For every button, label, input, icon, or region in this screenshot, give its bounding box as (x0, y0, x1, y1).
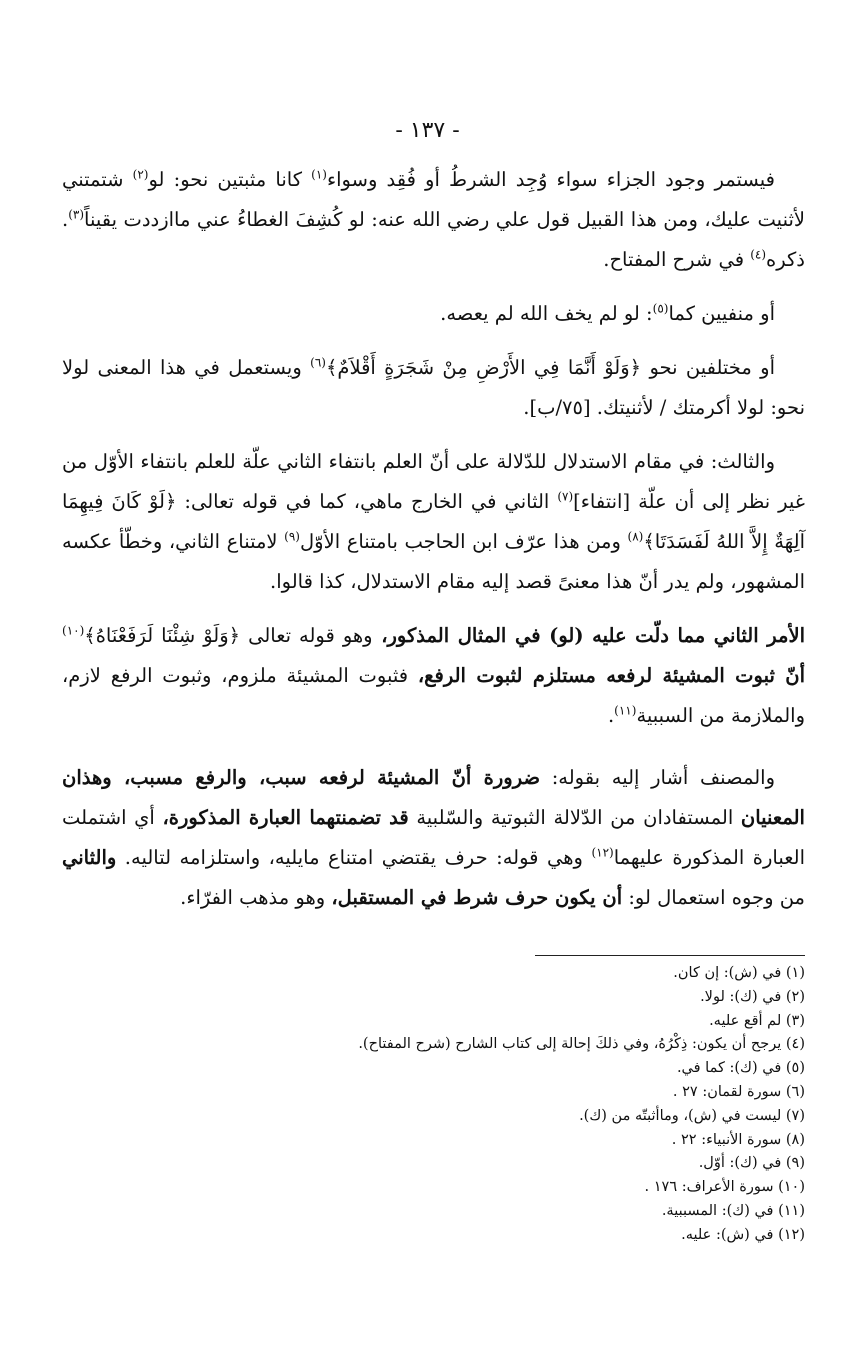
footnote-ref: (٣) (68, 207, 85, 222)
footnote-item: (٨) سورة الأنبياء: ٢٢ . (671, 1131, 805, 1148)
footnote-ref: (١) (311, 167, 327, 182)
text-run: أو منفيين كما (668, 302, 775, 325)
footnote-item: (١١) في (ك): المسببية. (661, 1202, 805, 1219)
text-run: ضرورة أنّ المشيئة لرفعه سبب، والرفع مسبب، وهذان المعنيان (62, 766, 805, 829)
text-run: والمصنف أشار إليه بقوله: (540, 766, 775, 789)
footnotes (62, 962, 805, 1248)
footnote-ref: (١٠) (62, 623, 85, 638)
footnote-ref: (٦) (310, 355, 326, 370)
paragraph-p3 (62, 348, 805, 428)
text-run: من وجوه استعمال لو: (622, 886, 805, 909)
text-run: والثالث: في مقام الاستدلال للدّلالة على أنّ العلم بانتفاء الثاني علّة للعلم بانتفاء الأوّل من غير نظر إلى أن علّة [انتفاء] (62, 450, 805, 513)
footnote-ref: (٧) (557, 489, 574, 504)
text-run: الثاني في الخارج ماهي، كما في قوله تعالى: ﴿لَوْ كَانَ فِيهِمَا آلِهَةٌ إِلاَّ اللهُ لَفَسَدَتَا﴾ (62, 490, 806, 553)
footnote-ref: (١٢) (591, 845, 614, 860)
text-run: شتمتني لأثنيت عليك، ومن هذا القبيل قول علي رضي الله عنه: لو كُشِفَ الغطاءُ عني ماازددت يقيناً (62, 168, 805, 231)
footnote-divider (535, 955, 805, 956)
text-run: . ذكره (62, 208, 805, 271)
footnote-item: (٣) لم أقع عليه. (709, 1012, 805, 1029)
footnote-ref: (١١) (614, 703, 637, 718)
text-run: فيستمر وجود الجزاء سواء وُجِد الشرطُ أو فُقِد وسواء (326, 168, 775, 191)
footnote-item: (٧) ليست في (ش)، وماأثبتّه من (ك). (579, 1107, 805, 1124)
footnote-item: (٩) في (ك): أوّل. (698, 1155, 805, 1172)
text-run: لامتناع الثاني، وخطّأ عكسه المشهور، ولم يدر أنّ هذا معنىً قصد إليه مقام الاستدلال، كذا قالوا. (62, 530, 805, 593)
footnote-item: (١٢) في (ش): عليه. (681, 1226, 805, 1243)
footnote-item: (٢) في (ك): لولا. (700, 988, 805, 1005)
footnote-ref: (٨) (627, 529, 644, 544)
paragraph-p6 (62, 758, 805, 918)
text-run: أنّ ثبوت المشيئة لرفعه مستلزم لثبوت الرفع، (417, 664, 805, 687)
text-run: المستفادان من الدّلالة الثبوتية والسّلبية (408, 806, 741, 829)
footnote-item: (٥) في (ك): كما في. (676, 1060, 805, 1077)
paragraph-p4 (62, 442, 805, 602)
text-run: ومن هذا عرّف ابن الحاجب بامتناع الأوّل (299, 530, 628, 553)
footnote-ref: (٥) (652, 301, 669, 316)
text-run: وهو مذهب الفرّاء. (180, 886, 332, 909)
text-run: أو مختلفين نحو ﴿وَلَوْ أَنَّمَا فِي الأَرْضِ مِنْ شَجَرَةٍ أَقْلاَمٌ﴾ (325, 356, 776, 379)
text-run: الأمر الثاني مما دلّت عليه (لو) في المثال المذكور، (372, 624, 805, 647)
footnote-item: (١) في (ش): إن كان. (673, 965, 805, 981)
main-text (62, 160, 805, 932)
text-run: أن يكون حرف شرط في المستقبل، (331, 886, 623, 909)
text-run: ويستعمل في هذا المعنى لولا نحو: لولا أكرمتك / لأثنيتك. [٧٥/ب]. (62, 356, 805, 419)
text-run: : لو لم يخف الله لم يعصه. (440, 302, 653, 325)
text-run: فثبوت المشيئة ملزوم، وثبوت الرفع لازم، والملازمة من السببية (62, 664, 805, 727)
paragraph-p2 (62, 294, 805, 334)
paragraph-p1 (62, 160, 805, 280)
footnote-item: (٤) يرجح أن يكون: ذِكْرُهُ، وفي ذلكَ إحالة إلى كتاب الشارح (شرح المفتاح). (358, 1036, 805, 1053)
footnote-ref: (٤) (750, 247, 767, 262)
footnote-item: (١٠) سورة الأعراف: ١٧٦ . (644, 1179, 805, 1196)
text-run: . (607, 704, 615, 727)
footnote-item: (٦) سورة لقمان: ٢٧ . (672, 1083, 805, 1100)
text-run: أي اشتملت العبارة المذكورة عليهما (62, 806, 805, 869)
paragraph-p5 (62, 616, 805, 736)
text-run: والثاني (62, 846, 117, 869)
text-run: وهي قوله: حرف يقتضي امتناع مايليه، واستلزامه لتاليه. (116, 846, 592, 869)
text-run: في شرح المفتاح. (603, 248, 751, 271)
text-run: قد تضمنتهما العبارة المذكورة، (162, 806, 409, 829)
text-run: كانا مثبتين نحو: لو (148, 168, 312, 191)
footnote-ref: (٢) (132, 167, 149, 182)
footnote-ref: (٩) (284, 529, 300, 544)
text-run: وهو قوله تعالى ﴿وَلَوْ شِئْنَا لَرَفَعْنَاهُ﴾ (84, 624, 373, 647)
page-number: - ١٣٧ - (395, 118, 460, 143)
